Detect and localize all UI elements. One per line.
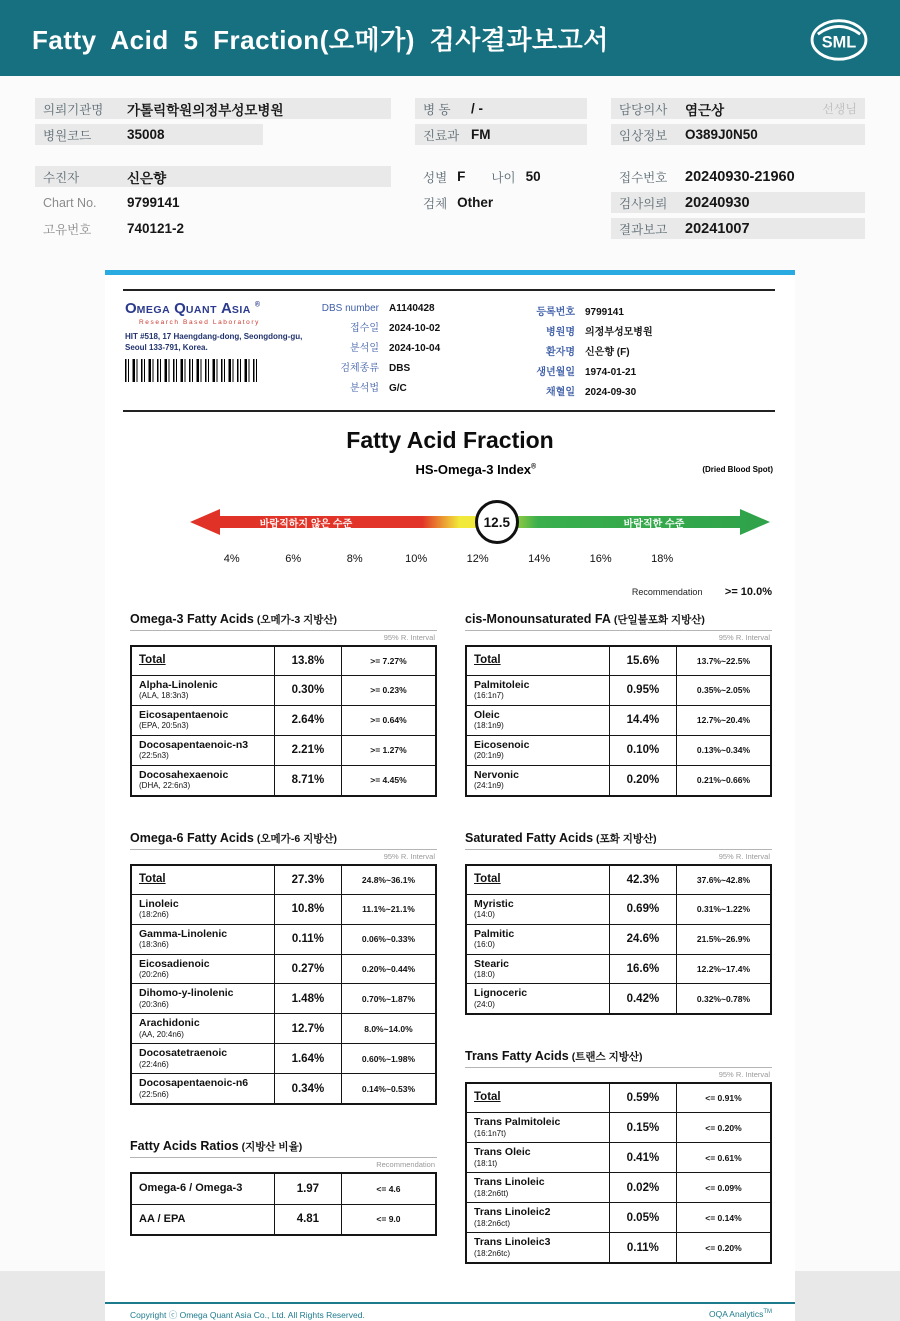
fatty-acid-name: Alpha-Linolenic (ALA, 18:3n3) bbox=[131, 675, 274, 705]
fatty-acid-name: Stearic (18:0) bbox=[466, 954, 609, 984]
spacer bbox=[415, 150, 587, 166]
fatty-acid-name: Total bbox=[466, 1083, 609, 1112]
field-label: Chart No. bbox=[43, 195, 97, 210]
meta-value: A1140428 bbox=[389, 303, 435, 314]
fatty-acid-interval: 24.8%~36.1% bbox=[341, 865, 436, 894]
fatty-acid-value: 0.95% bbox=[609, 675, 676, 705]
interval-header: 95% R. Interval bbox=[383, 851, 435, 861]
lab-name-part: A bbox=[221, 300, 232, 317]
recommendation-value: >= 10.0% bbox=[724, 586, 772, 598]
fatty-acid-value: 42.3% bbox=[609, 865, 676, 894]
fatty-acid-name: AA / EPA bbox=[131, 1204, 274, 1235]
field-value: 염근상 bbox=[685, 102, 725, 118]
table-row bbox=[466, 765, 771, 795]
fatty-acid-value: 13.8% bbox=[274, 646, 341, 675]
table-row bbox=[131, 675, 436, 705]
fatty-acid-interval: >= 7.27% bbox=[341, 646, 436, 675]
copyright-text: Copyright ⓒ Omega Quant Asia Co., Ltd. All Rights Reserved. bbox=[130, 1310, 365, 1321]
table-row bbox=[466, 1233, 771, 1263]
table-row bbox=[131, 1204, 436, 1235]
meta-row bbox=[529, 343, 775, 358]
lab-address bbox=[125, 331, 311, 353]
field-label: 임상정보 bbox=[619, 128, 668, 143]
sml-logo bbox=[808, 13, 870, 63]
fatty-acid-value: 0.41% bbox=[609, 1143, 676, 1173]
fatty-acid-interval: 0.31%~1.22% bbox=[676, 894, 771, 924]
field-ward bbox=[415, 98, 587, 119]
fatty-acid-interval: 13.7%~22.5% bbox=[676, 646, 771, 675]
table-row-total bbox=[131, 865, 436, 894]
report-top-rule bbox=[105, 270, 795, 275]
fatty-acid-interval: <= 0.61% bbox=[676, 1143, 771, 1173]
fatty-acid-interval: <= 0.91% bbox=[676, 1083, 771, 1112]
lab-address-line: HIT #518, 17 Haengdang-dong, Seongdong-gu, bbox=[125, 332, 303, 341]
meta-value: DBS bbox=[389, 363, 411, 374]
interval-header: 95% R. Interval bbox=[718, 633, 770, 642]
field-label: 담당의사 bbox=[619, 102, 668, 117]
fatty-acid-value: 10.8% bbox=[274, 894, 341, 924]
table-row bbox=[466, 735, 771, 765]
tables-right-column bbox=[465, 612, 772, 1298]
fatty-acid-value: 4.81 bbox=[274, 1204, 341, 1235]
table-row bbox=[466, 675, 771, 705]
meta-label: 병원명 bbox=[546, 327, 575, 338]
field-label: 병 동 bbox=[423, 102, 451, 117]
fatty-acid-name: Total bbox=[466, 646, 609, 675]
fatty-acid-name: Linoleic (18:2n6) bbox=[131, 894, 274, 924]
table-row bbox=[131, 894, 436, 924]
field-request-date bbox=[611, 192, 865, 213]
fatty-acid-value: 24.6% bbox=[609, 924, 676, 954]
fatty-acid-value: 8.71% bbox=[274, 765, 341, 795]
fatty-acid-name: Eicosadienoic (20:2n6) bbox=[131, 954, 274, 984]
fatty-acid-value: 1.48% bbox=[274, 984, 341, 1014]
fatty-acid-name: Docosatetraenoic (22:4n6) bbox=[131, 1044, 274, 1074]
fatty-acid-value: 1.97 bbox=[274, 1173, 341, 1204]
field-referring-org bbox=[35, 98, 391, 119]
fatty-acid-name: Eicosenoic (20:1n9) bbox=[466, 735, 609, 765]
fatty-acid-name: Gamma-Linolenic (18:3n6) bbox=[131, 924, 274, 954]
gauge-scale bbox=[190, 553, 770, 569]
meta-value: 2024-09-30 bbox=[585, 387, 637, 398]
ratios-table bbox=[130, 1172, 437, 1235]
table-row bbox=[466, 1113, 771, 1143]
field-label: 성별 bbox=[423, 170, 448, 185]
gauge-good-zone-label: 바람직한 수준 bbox=[623, 519, 685, 530]
fatty-acid-value: 0.20% bbox=[609, 765, 676, 795]
gauge-tick-label: 6% bbox=[285, 553, 302, 565]
fatty-acid-interval: 11.1%~21.1% bbox=[341, 894, 436, 924]
field-doctor bbox=[611, 98, 865, 119]
recommendation-row bbox=[105, 582, 772, 600]
fatty-acid-value: 16.6% bbox=[609, 954, 676, 984]
patient-info-left bbox=[35, 98, 391, 244]
table-row bbox=[466, 705, 771, 735]
meta-row bbox=[529, 303, 775, 318]
fatty-acid-interval: 12.7%~20.4% bbox=[676, 705, 771, 735]
fatty-acid-name: Dihomo-y-linolenic (20:3n6) bbox=[131, 984, 274, 1014]
sml-logo-icon bbox=[808, 13, 870, 63]
tables-left-column bbox=[130, 612, 437, 1298]
table-title: Trans Fatty Acids (트랜스 지방산) bbox=[465, 1049, 772, 1068]
meta-row bbox=[529, 363, 775, 378]
table-title: Omega-6 Fatty Acids (오메가-6 지방산) bbox=[130, 831, 437, 850]
lab-address-line: Seoul 133-791, Korea. bbox=[125, 343, 208, 353]
table-row-total bbox=[466, 646, 771, 675]
field-value: 신은향 bbox=[127, 170, 167, 186]
field-label: 검체 bbox=[423, 196, 448, 211]
lab-tagline: Research Based Laboratory bbox=[139, 319, 260, 326]
meta-value: 신은향 (F) bbox=[585, 347, 630, 358]
field-label: 병원코드 bbox=[43, 128, 92, 143]
report-footer bbox=[105, 1302, 795, 1321]
fatty-acid-value: 0.10% bbox=[609, 735, 676, 765]
table-row bbox=[466, 894, 771, 924]
fatty-acid-value: 0.05% bbox=[609, 1203, 676, 1233]
field-result-date bbox=[611, 218, 865, 239]
fatty-acid-value: 14.4% bbox=[609, 705, 676, 735]
fatty-acid-interval: <= 0.20% bbox=[676, 1233, 771, 1263]
field-value: 20240930-21960 bbox=[685, 168, 795, 185]
fatty-acid-value: 1.64% bbox=[274, 1044, 341, 1074]
index-header-row bbox=[127, 460, 773, 482]
fatty-acid-name: Eicosapentaenoic (EPA, 20:5n3) bbox=[131, 705, 274, 735]
index-title: HS-Omega-3 Index® bbox=[415, 462, 537, 477]
meta-label: 등록번호 bbox=[536, 307, 575, 318]
fatty-acid-name: Nervonic (24:1n9) bbox=[466, 765, 609, 795]
fatty-acid-interval: <= 0.09% bbox=[676, 1173, 771, 1203]
fatty-acid-interval: >= 4.45% bbox=[341, 765, 436, 795]
omega6-block bbox=[130, 831, 437, 1106]
table-row bbox=[131, 1173, 436, 1204]
fatty-acid-value: 12.7% bbox=[274, 1014, 341, 1044]
fatty-acid-name: Trans Palmitoleic (16:1n7t) bbox=[466, 1113, 609, 1143]
table-row bbox=[466, 1173, 771, 1203]
recommendation-label: Recommendation bbox=[631, 587, 703, 597]
fatty-acid-name: Trans Linoleic3 (18:2n6tc) bbox=[466, 1233, 609, 1263]
meta-value: 9799141 bbox=[585, 307, 624, 318]
table-row bbox=[131, 1014, 436, 1044]
table-row-total bbox=[466, 1083, 771, 1112]
meta-label: 분석일 bbox=[350, 343, 379, 354]
table-title: Saturated Fatty Acids (포화 지방산) bbox=[465, 831, 772, 850]
patient-info-right bbox=[611, 98, 865, 244]
fatty-acid-interval: <= 4.6 bbox=[341, 1173, 436, 1204]
table-title: Omega-3 Fatty Acids (오메가-3 지방산) bbox=[130, 612, 437, 631]
field-label: 진료과 bbox=[423, 128, 460, 143]
fatty-acid-name: Palmitoleic (16:1n7) bbox=[466, 675, 609, 705]
omega3-block bbox=[130, 612, 437, 797]
svg-text:SML: SML bbox=[821, 33, 857, 52]
gauge-tick-label: 12% bbox=[466, 553, 489, 565]
report-meta-left bbox=[321, 300, 503, 403]
field-value: 가톨릭학원의정부성모병원 bbox=[127, 102, 284, 118]
meta-label: 환자명 bbox=[546, 347, 575, 358]
field-label: 검사의뢰 bbox=[619, 196, 668, 211]
fatty-acid-interval: 21.5%~26.9% bbox=[676, 924, 771, 954]
table-row bbox=[131, 954, 436, 984]
lab-name-part: MEGA bbox=[136, 304, 171, 316]
field-label: 접수번호 bbox=[619, 170, 668, 185]
spacer bbox=[611, 150, 865, 166]
fatty-acid-name: Lignoceric (24:0) bbox=[466, 984, 609, 1014]
meta-value: G/C bbox=[389, 383, 407, 394]
fatty-acid-name: Myristic (14:0) bbox=[466, 894, 609, 924]
patient-info-middle bbox=[415, 98, 587, 244]
fatty-acid-interval: 0.21%~0.66% bbox=[676, 765, 771, 795]
meta-row bbox=[321, 379, 503, 394]
fatty-acid-name: Omega-6 / Omega-3 bbox=[131, 1173, 274, 1204]
table-row bbox=[466, 1143, 771, 1173]
saturated-table bbox=[465, 864, 772, 1016]
monounsaturated-table bbox=[465, 645, 772, 797]
field-label: 나이 bbox=[491, 170, 516, 185]
fatty-acid-name: Palmitic (16:0) bbox=[466, 924, 609, 954]
field-label: 의뢰기관명 bbox=[43, 102, 104, 117]
doctor-honorific: 선생님 bbox=[822, 102, 857, 116]
meta-row bbox=[321, 319, 503, 334]
ratios-block bbox=[130, 1139, 437, 1235]
fatty-acid-interval: 0.20%~0.44% bbox=[341, 954, 436, 984]
patient-info-section bbox=[0, 76, 900, 244]
field-label: 결과보고 bbox=[619, 222, 668, 237]
omega3-table bbox=[130, 645, 437, 797]
table-row bbox=[131, 705, 436, 735]
gauge-tick-label: 4% bbox=[223, 553, 240, 565]
fatty-acid-interval: >= 0.23% bbox=[341, 675, 436, 705]
meta-value: 1974-01-21 bbox=[585, 367, 637, 378]
lab-identity bbox=[125, 300, 311, 403]
fatty-acid-interval: 0.14%~0.53% bbox=[341, 1074, 436, 1104]
lab-name-part: UANT bbox=[185, 304, 218, 316]
registered-mark: ® bbox=[254, 301, 261, 309]
meta-row bbox=[529, 383, 775, 398]
table-row bbox=[131, 735, 436, 765]
lab-report bbox=[105, 270, 795, 1321]
field-value: / - bbox=[471, 101, 483, 116]
fatty-acid-value: 0.69% bbox=[609, 894, 676, 924]
table-row bbox=[466, 984, 771, 1014]
meta-row bbox=[321, 303, 503, 314]
meta-value: 의정부성모병원 bbox=[585, 327, 653, 338]
saturated-block bbox=[465, 831, 772, 1016]
table-title: cis-Monounsaturated FA (단일불포화 지방산) bbox=[465, 612, 772, 631]
fatty-acid-value: 2.21% bbox=[274, 735, 341, 765]
field-unique-id bbox=[35, 218, 391, 239]
footer-row bbox=[130, 1309, 772, 1321]
field-value: FM bbox=[471, 127, 491, 142]
fatty-acid-value: 0.11% bbox=[609, 1233, 676, 1263]
table-row bbox=[466, 1203, 771, 1233]
table-title: Fatty Acids Ratios (지방산 비율) bbox=[130, 1139, 437, 1158]
gauge-tick-label: 18% bbox=[651, 553, 674, 565]
trans-block bbox=[465, 1049, 772, 1264]
meta-row bbox=[529, 323, 775, 338]
fatty-acid-interval: 0.06%~0.33% bbox=[341, 924, 436, 954]
trans-table bbox=[465, 1082, 772, 1264]
fatty-acid-name: Trans Linoleic (18:2n6tt) bbox=[466, 1173, 609, 1203]
fatty-acid-interval: >= 0.64% bbox=[341, 705, 436, 735]
fatty-acid-value: 0.11% bbox=[274, 924, 341, 954]
field-label: 고유번호 bbox=[43, 222, 92, 237]
gauge-tick-label: 16% bbox=[589, 553, 612, 565]
field-value: 20241007 bbox=[685, 220, 750, 237]
fatty-acid-name: Total bbox=[131, 865, 274, 894]
spacer bbox=[35, 150, 391, 166]
field-value: 50 bbox=[525, 169, 541, 184]
field-patient-name bbox=[35, 166, 391, 187]
fatty-acid-value: 0.30% bbox=[274, 675, 341, 705]
fatty-acid-value: 0.42% bbox=[609, 984, 676, 1014]
field-value: F bbox=[457, 169, 466, 184]
field-value: 35008 bbox=[127, 127, 165, 142]
table-row bbox=[466, 954, 771, 984]
interval-header: 95% R. Interval bbox=[718, 1070, 770, 1080]
field-receipt-no bbox=[611, 166, 865, 187]
fatty-acid-value: 0.59% bbox=[609, 1083, 676, 1112]
footer-rule bbox=[105, 1302, 795, 1304]
result-tables bbox=[130, 612, 772, 1298]
meta-label: 접수일 bbox=[350, 323, 379, 334]
fatty-acid-name: Docosapentaenoic-n6 (22:5n6) bbox=[131, 1074, 274, 1104]
fatty-acid-interval: <= 0.14% bbox=[676, 1203, 771, 1233]
meta-label: DBS number bbox=[321, 303, 379, 314]
report-meta-right bbox=[529, 300, 775, 403]
field-hospital-code bbox=[35, 124, 263, 145]
fatty-acid-interval: >= 1.27% bbox=[341, 735, 436, 765]
lab-name-part: O bbox=[125, 300, 137, 317]
trademark-mark: TM bbox=[763, 1309, 772, 1316]
fatty-acid-name: Total bbox=[131, 646, 274, 675]
fatty-acid-value: 0.15% bbox=[609, 1113, 676, 1143]
field-value: Other bbox=[457, 195, 494, 210]
fatty-acid-interval: 0.32%~0.78% bbox=[676, 984, 771, 1014]
meta-value: 2024-10-02 bbox=[389, 323, 441, 334]
index-note: (Dried Blood Spot) bbox=[702, 465, 773, 474]
lab-name-part: SIA bbox=[231, 304, 251, 316]
fatty-acid-interval: <= 0.20% bbox=[676, 1113, 771, 1143]
meta-label: 분석법 bbox=[350, 383, 379, 394]
fatty-acid-interval: <= 9.0 bbox=[341, 1204, 436, 1235]
field-value: 740121-2 bbox=[127, 221, 185, 236]
meta-label: 생년월일 bbox=[536, 367, 575, 378]
fatty-acid-interval: 0.60%~1.98% bbox=[341, 1044, 436, 1074]
meta-label: 검체종류 bbox=[340, 363, 379, 374]
fatty-acid-name: Trans Linoleic2 (18:2n6ct) bbox=[466, 1203, 609, 1233]
interval-header: 95% R. Interval bbox=[383, 633, 435, 642]
field-value: O389J0N50 bbox=[685, 127, 758, 142]
fatty-acid-interval: 37.6%~42.8% bbox=[676, 865, 771, 894]
table-row-total bbox=[131, 646, 436, 675]
fatty-acid-value: 0.34% bbox=[274, 1074, 341, 1104]
fatty-acid-interval: 0.13%~0.34% bbox=[676, 735, 771, 765]
monounsaturated-block bbox=[465, 612, 772, 797]
fatty-acid-name: Docosahexaenoic (DHA, 22:6n3) bbox=[131, 765, 274, 795]
gauge-tick-label: 8% bbox=[346, 553, 363, 565]
field-label: 수진자 bbox=[43, 170, 80, 185]
omega6-table bbox=[130, 864, 437, 1106]
field-chart-no bbox=[35, 192, 391, 213]
report-title: Fatty Acid Fraction bbox=[346, 427, 554, 453]
gauge-tick-label: 14% bbox=[528, 553, 551, 565]
fatty-acid-value: 27.3% bbox=[274, 865, 341, 894]
app-header bbox=[0, 0, 900, 76]
fatty-acid-interval: 0.35%~2.05% bbox=[676, 675, 771, 705]
page-title: Fatty Acid 5 Fraction(오메가) 검사결과보고서 bbox=[32, 24, 609, 55]
field-department bbox=[415, 124, 587, 145]
gauge-bad-zone-label: 바람직하지 않은 수준 bbox=[259, 519, 353, 530]
gauge-value-marker: 12.5 bbox=[475, 500, 519, 544]
fatty-acid-value: 15.6% bbox=[609, 646, 676, 675]
report-header bbox=[123, 289, 775, 412]
analytics-brand: OQA Analytics™ bbox=[708, 1309, 772, 1320]
registered-mark: ® bbox=[531, 463, 537, 471]
lab-logo-text bbox=[125, 300, 311, 318]
omega3-index-gauge bbox=[190, 496, 770, 574]
table-row bbox=[131, 1044, 436, 1074]
table-row-total bbox=[466, 865, 771, 894]
field-value: 20240930 bbox=[685, 194, 750, 211]
barcode bbox=[125, 359, 257, 382]
gauge-tick-label: 10% bbox=[405, 553, 428, 565]
meta-value: 2024-10-04 bbox=[389, 343, 441, 354]
field-specimen bbox=[415, 192, 587, 213]
table-row bbox=[131, 924, 436, 954]
fatty-acid-interval: 8.0%~14.0% bbox=[341, 1014, 436, 1044]
fatty-acid-name: Arachidonic (AA, 20:4n6) bbox=[131, 1014, 274, 1044]
meta-row bbox=[321, 339, 503, 354]
fatty-acid-value: 2.64% bbox=[274, 705, 341, 735]
table-row bbox=[131, 765, 436, 795]
table-row bbox=[466, 924, 771, 954]
fatty-acid-value: 0.02% bbox=[609, 1173, 676, 1203]
table-row bbox=[131, 984, 436, 1014]
field-value: 9799141 bbox=[127, 195, 180, 210]
fatty-acid-interval: 12.2%~17.4% bbox=[676, 954, 771, 984]
fatty-acid-name: Oleic (18:1n9) bbox=[466, 705, 609, 735]
interval-header: 95% R. Interval bbox=[718, 851, 770, 861]
fatty-acid-name: Total bbox=[466, 865, 609, 894]
field-sex-age bbox=[415, 166, 587, 187]
fatty-acid-interval: 0.70%~1.87% bbox=[341, 984, 436, 1014]
table-row bbox=[131, 1074, 436, 1104]
recommendation-header: Recommendation bbox=[376, 1160, 435, 1170]
meta-label: 채혈일 bbox=[546, 387, 575, 398]
fatty-acid-value: 0.27% bbox=[274, 954, 341, 984]
fatty-acid-name: Trans Oleic (18:1t) bbox=[466, 1143, 609, 1173]
fatty-acid-name: Docosapentaenoic-n3 (22:5n3) bbox=[131, 735, 274, 765]
field-clinical-info bbox=[611, 124, 865, 145]
lab-name-part: Q bbox=[174, 300, 186, 317]
meta-row bbox=[321, 359, 503, 374]
